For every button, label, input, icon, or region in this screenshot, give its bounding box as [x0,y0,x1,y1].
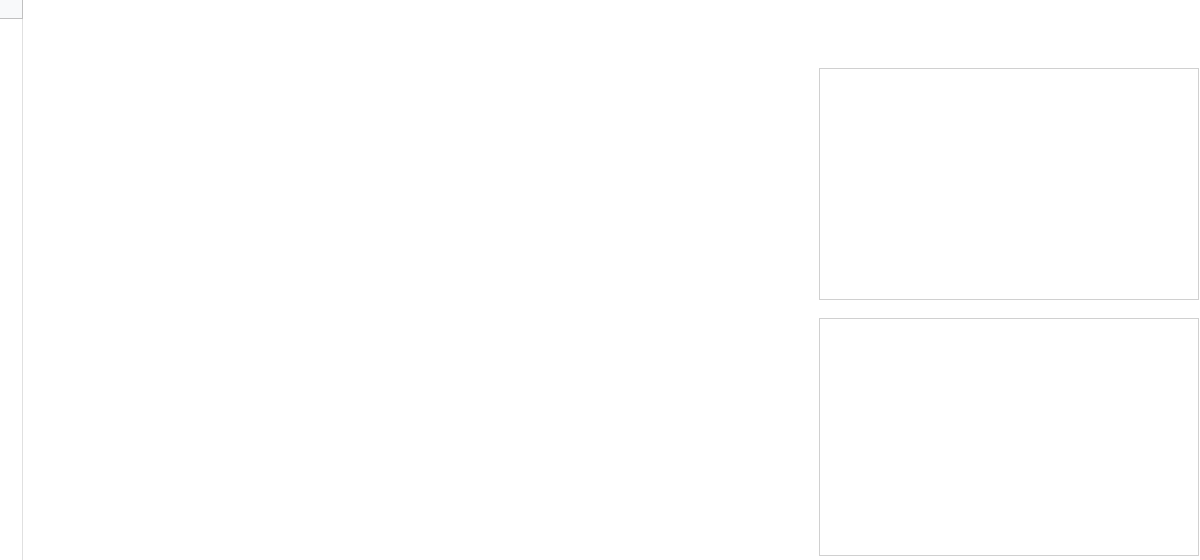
chart-by-time-svg [820,69,1198,299]
row-group-gutter [0,19,23,560]
chart-by-time[interactable] [819,68,1199,300]
select-all-corner[interactable] [0,0,23,19]
chart-no-time-svg [820,319,1198,555]
chart-no-time[interactable] [819,318,1199,556]
